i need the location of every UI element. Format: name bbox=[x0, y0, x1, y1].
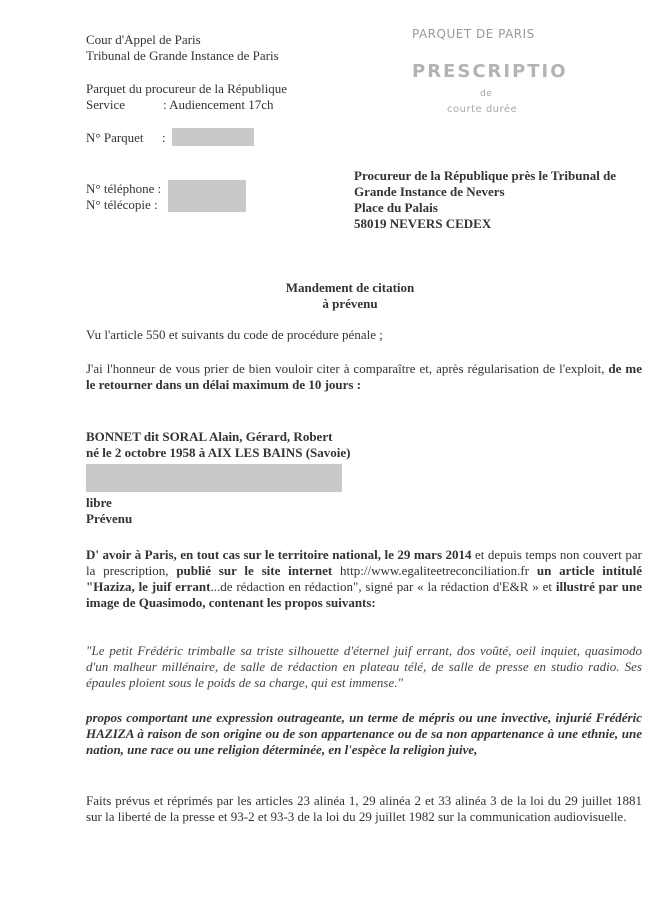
stamp-line-1: PARQUET DE PARIS bbox=[412, 27, 535, 41]
status-prevenu: Prévenu bbox=[86, 511, 133, 526]
facts-published: publié sur le site internet bbox=[176, 563, 333, 578]
recipient-line-2: Grande Instance de Nevers bbox=[354, 184, 505, 199]
stamp-line-3: de bbox=[480, 89, 493, 99]
faits-paragraph: Faits prévus et réprimés par les articles 23 alinéa 1, 29 alinéa 2 et 33 alinéa 3 de la loi du 29 juillet 1881 sur la liberté de la presse et 93-2 et 93-3 de la loi du 29 juillet 1982 sur la communication audiovisuelle. bbox=[86, 793, 642, 824]
fax-label: N° télécopie : bbox=[86, 197, 158, 212]
recipient-line-1: Procureur de la République près le Tribunal de bbox=[354, 168, 617, 183]
service-value: : Audiencement 17ch bbox=[163, 97, 274, 112]
recipient-line-3: Place du Palais bbox=[354, 200, 438, 215]
defendant-birth: né le 2 octobre 1958 à AIX LES BAINS (Savoie) bbox=[86, 445, 351, 460]
defendant-name: BONNET dit SORAL Alain, Gérard, Robert bbox=[86, 429, 333, 444]
title-line-1: Mandement de citation bbox=[285, 280, 415, 295]
phone-label: N° téléphone : bbox=[86, 181, 162, 196]
defendant-block bbox=[86, 429, 350, 461]
status-libre: libre bbox=[86, 495, 112, 510]
facts-signature: ...de rédaction en rédaction", signé par « la rédaction d'E&R » et bbox=[210, 579, 556, 594]
tribunal-name: Tribunal de Grande Instance de Paris bbox=[86, 48, 279, 63]
facts-illustration: illustré par une image de Quasimodo, contenant les propos suivants: bbox=[86, 579, 643, 610]
recipient-address bbox=[354, 168, 650, 232]
stamp-line-4: courte durée bbox=[447, 104, 518, 115]
request-paragraph bbox=[86, 361, 642, 393]
parquet-number-redaction bbox=[172, 128, 254, 146]
quote-paragraph: "Le petit Frédéric trimballe sa triste silhouette d'éternel juif errant, dos voûté, oeil inquiet, quasimodo d'un malheur millénaire, de salle de rédaction en plateau télé, de salle de presse en studio radio. Ses épaules ploient sous le poids de sa charge, qui est immense." bbox=[86, 643, 642, 690]
address-redaction bbox=[86, 464, 342, 492]
vu-paragraph: Vu l'article 550 et suivants du code de procédure pénale ; bbox=[86, 327, 383, 342]
defendant-status bbox=[86, 495, 132, 527]
sender-block bbox=[86, 32, 366, 64]
service-label: Service bbox=[86, 97, 125, 112]
document-title bbox=[0, 280, 650, 312]
facts-date: D' avoir à Paris, en tout cas sur le territoire national, le 29 mars 2014 bbox=[86, 547, 472, 562]
parquet-number-label: N° Parquet bbox=[86, 130, 144, 145]
stamp-line-2: PRESCRIPTIO bbox=[412, 61, 568, 82]
facts-paragraph bbox=[86, 547, 642, 611]
facts-website: http://www.egaliteetreconciliation.fr bbox=[332, 563, 537, 578]
facts-prescription: et depuis temps non couvert par la prescription, bbox=[86, 547, 642, 578]
phone-fax-redaction bbox=[168, 180, 246, 212]
parquet-number-colon: : bbox=[162, 130, 166, 145]
title-line-2: à prévenu bbox=[322, 296, 378, 311]
parquet-name: Parquet du procureur de la République bbox=[86, 81, 288, 96]
parquet-stamp bbox=[412, 26, 582, 118]
facts-article-title: un article intitulé "Haziza, le juif errant bbox=[86, 563, 642, 594]
propos-paragraph: propos comportant une expression outrageante, un terme de mépris ou une invective, injurié Frédéric HAZIZA à raison de son origine ou de son appartenance ou de sa non appartenance à une ethnie, une nation, une race ou une religion déterminée, en l'espèce la religion juive, bbox=[86, 710, 642, 757]
court-name: Cour d'Appel de Paris bbox=[86, 32, 201, 47]
recipient-line-4: 58019 NEVERS CEDEX bbox=[354, 216, 492, 231]
request-deadline: de me le retourner dans un délai maximum de 10 jours : bbox=[86, 361, 642, 392]
request-text: J'ai l'honneur de vous prier de bien vouloir citer à comparaître et, après régularisation de l'exploit, bbox=[86, 361, 605, 376]
